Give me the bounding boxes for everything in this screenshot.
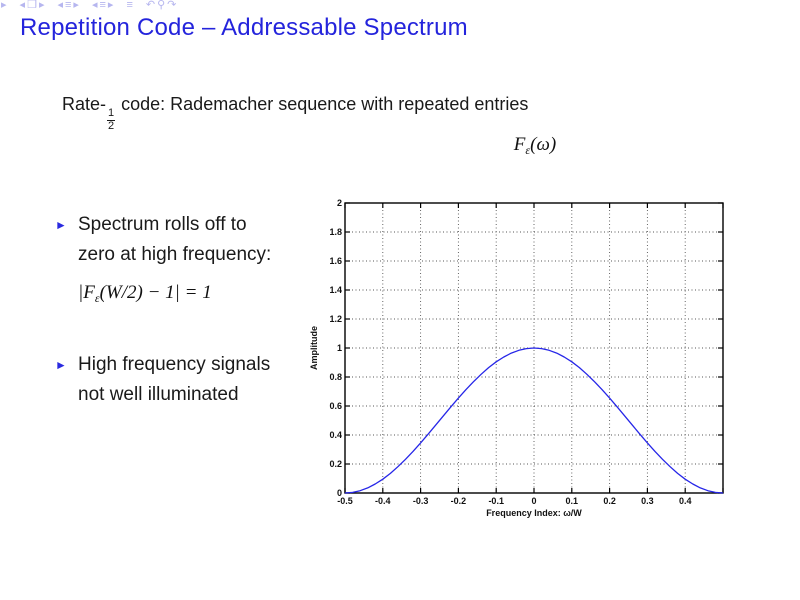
nav-subsection-back-icon[interactable]: ◂ (91, 0, 98, 11)
x-tick-label: 0.2 (603, 496, 616, 506)
nav-section-back-icon[interactable]: ◂ (57, 0, 63, 11)
y-tick-label: 0 (336, 488, 342, 498)
nav-section-icon[interactable]: ≡ (65, 0, 72, 11)
y-tick-label: 0.6 (329, 401, 342, 411)
math-arg: (ω) (530, 134, 557, 155)
x-tick-label: 0 (531, 496, 537, 506)
one-half-fraction (107, 108, 115, 132)
x-axis-label: Frequency Index: ω/W (486, 508, 582, 518)
y-tick-label: 1.6 (329, 256, 342, 266)
plot-math-title (460, 134, 610, 158)
subtitle-prefix: Rate- (62, 94, 107, 114)
formula-epsilon-subscript: ε (94, 291, 100, 305)
nav-frame-forward-icon[interactable]: ▸ (38, 0, 45, 11)
bullet-text: High frequency signals not well illuminated (78, 354, 271, 405)
nav-frame-back-icon[interactable]: ◂ (19, 0, 26, 11)
formula (78, 282, 280, 306)
x-tick-label: -0.4 (375, 496, 391, 506)
spectrum-plot (305, 195, 745, 530)
triangle-bullet-icon: ► (55, 218, 67, 232)
bullet-item (55, 350, 280, 410)
nav-subsection-forward-icon[interactable]: ▸ (107, 0, 114, 11)
nav-frame-icon[interactable]: ❐ (27, 0, 37, 11)
y-tick-label: 1.2 (329, 314, 342, 324)
x-tick-label: -0.5 (337, 496, 353, 506)
y-tick-label: 1 (336, 343, 342, 353)
y-tick-label: 0.4 (329, 430, 342, 440)
bullet-list (55, 210, 280, 410)
fraction-denominator: 2 (108, 119, 115, 132)
bullet-item (55, 210, 280, 270)
y-tick-label: 1.4 (329, 285, 342, 295)
fraction-numerator: 1 (108, 107, 115, 119)
y-tick-label: 0.2 (329, 459, 342, 469)
subtitle (62, 94, 528, 132)
page-title: Repetition Code – Addressable Spectrum (20, 14, 468, 41)
y-tick-label: 2 (336, 198, 342, 208)
triangle-bullet-icon: ► (55, 358, 67, 372)
math-f: F (513, 134, 526, 155)
nav-appendix-icon[interactable]: ≡ (126, 0, 133, 11)
x-tick-label: -0.1 (488, 496, 504, 506)
x-tick-label: 0.1 (565, 496, 579, 506)
nav-subsection-icon[interactable]: ≡ (99, 0, 106, 11)
nav-section-forward-icon[interactable]: ▸ (73, 0, 79, 11)
math-epsilon-subscript: ε (525, 143, 531, 157)
x-tick-label: -0.2 (450, 496, 467, 506)
nav-slide-forward-icon[interactable]: ▸ (1, 0, 7, 11)
formula-part2: (W/2) − 1| = 1 (99, 282, 212, 303)
chart-container (305, 195, 745, 530)
nav-history-forward-icon[interactable]: ↷ (167, 0, 177, 11)
subtitle-rest: code: Rademacher sequence with repeated entries (116, 94, 529, 114)
x-tick-label: -0.3 (412, 496, 429, 506)
formula-part1: |F (78, 282, 95, 303)
x-tick-label: 0.3 (641, 496, 654, 506)
y-axis-label: Amplitude (309, 326, 319, 370)
bullet-text: Spectrum rolls off to zero at high frequency: (78, 214, 272, 265)
x-tick-label: 0.4 (678, 496, 692, 506)
beamer-nav-bar (0, 0, 800, 11)
nav-history-back-icon[interactable]: ↶ (145, 0, 156, 11)
y-tick-label: 0.8 (329, 372, 342, 382)
y-tick-label: 1.8 (329, 227, 342, 237)
nav-search-icon[interactable]: ⚲ (157, 0, 166, 11)
